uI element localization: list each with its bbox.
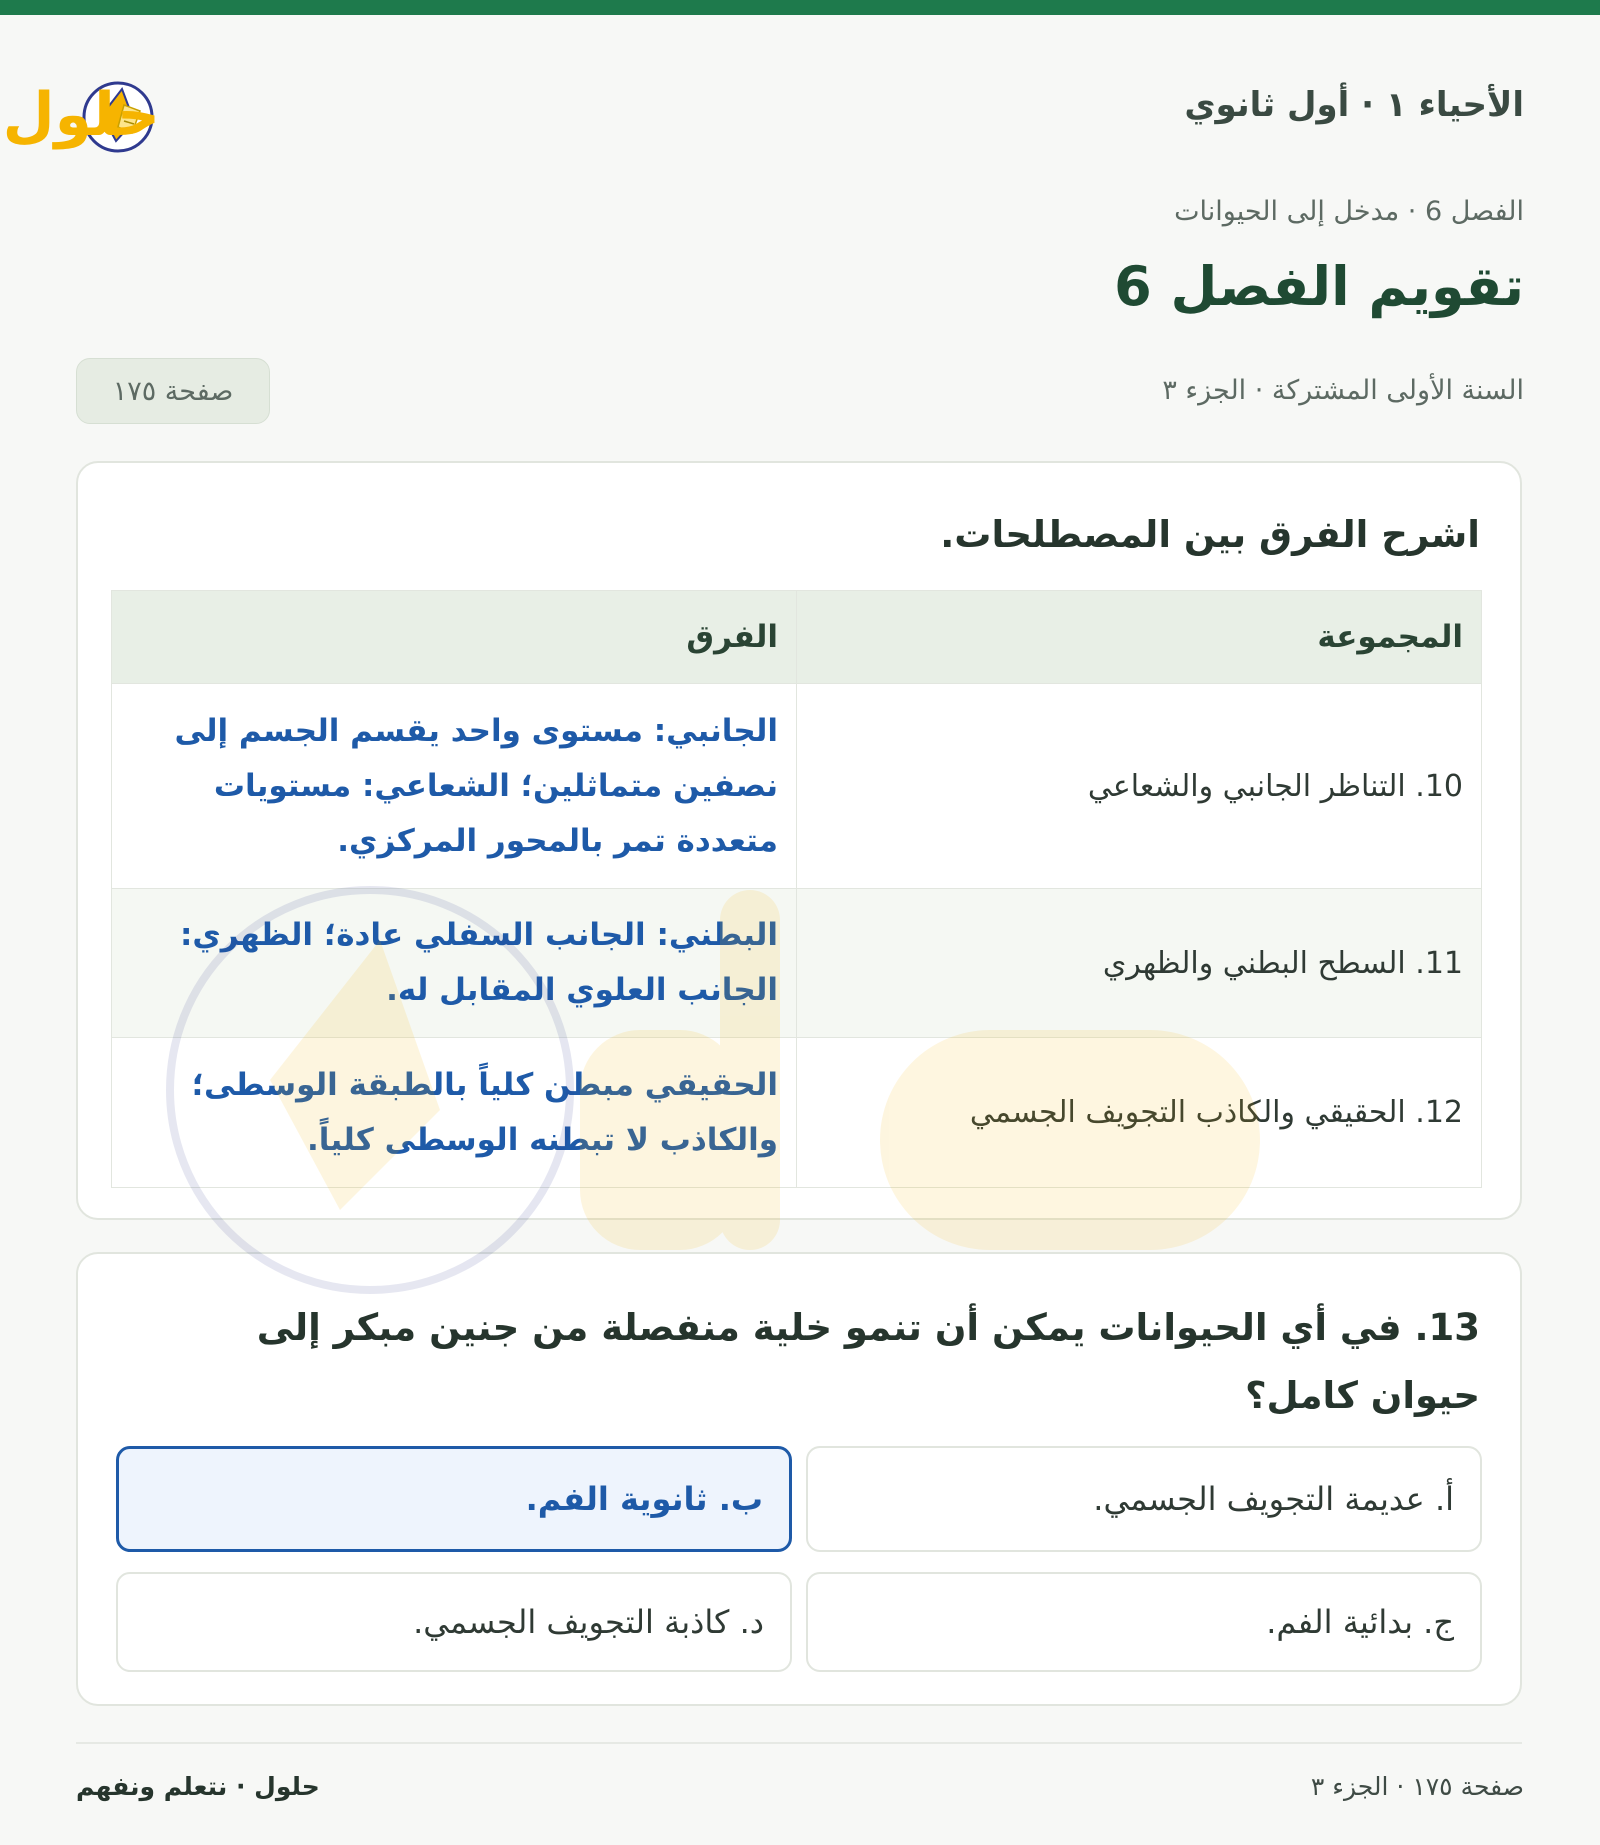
table-row bbox=[112, 684, 1482, 889]
option-a[interactable]: أ. عديمة التجويف الجسمي. bbox=[806, 1446, 1482, 1552]
column-header-group: المجموعة bbox=[797, 591, 1482, 684]
svg-text:حلول: حلول bbox=[2, 80, 160, 150]
footer-page-info: صفحة ١٧٥ · الجزء ٣ bbox=[1310, 1772, 1524, 1801]
table-row bbox=[112, 1038, 1482, 1188]
question-card bbox=[76, 1252, 1522, 1706]
logo-icon bbox=[2, 55, 336, 165]
difference-cell: البطني: الجانب السفلي عادة؛ الظهري: الجانب العلوي المقابل له. bbox=[112, 889, 797, 1038]
section-title: اشرح الفرق بين المصطلحات. bbox=[940, 513, 1480, 556]
chapter-label: الفصل 6 · مدخل إلى الحيوانات bbox=[1174, 196, 1524, 227]
column-header-difference: الفرق bbox=[112, 591, 797, 684]
subject-title: الأحياء ١ · أول ثانوي bbox=[1184, 85, 1524, 125]
header bbox=[2, 55, 1524, 165]
page-title: تقويم الفصل 6 bbox=[1114, 255, 1524, 318]
page-number-badge: صفحة ١٧٥ bbox=[76, 358, 270, 424]
group-cell: 11. السطح البطني والظهري bbox=[797, 889, 1482, 1038]
table-row bbox=[112, 889, 1482, 1038]
difference-cell: الحقيقي مبطن كلياً بالطبقة الوسطى؛ والكاذب لا تبطنه الوسطى كلياً. bbox=[112, 1038, 797, 1188]
terms-table bbox=[111, 590, 1482, 1188]
difference-cell: الجانبي: مستوى واحد يقسم الجسم إلى نصفين متماثلين؛ الشعاعي: مستويات متعددة تمر بالمحور المركزي. bbox=[112, 684, 797, 889]
option-d[interactable]: د. كاذبة التجويف الجسمي. bbox=[116, 1572, 792, 1672]
option-c[interactable]: ج. بدائية الفم. bbox=[806, 1572, 1482, 1672]
site-logo[interactable] bbox=[2, 55, 336, 165]
group-cell: 12. الحقيقي والكاذب التجويف الجسمي bbox=[797, 1038, 1482, 1188]
course-label: السنة الأولى المشتركة · الجزء ٣ bbox=[1162, 375, 1524, 406]
footer-divider bbox=[76, 1742, 1522, 1744]
table-header-row bbox=[112, 591, 1482, 684]
footer-brand: حلول · نتعلم ونفهم bbox=[76, 1772, 320, 1801]
terms-card bbox=[76, 461, 1522, 1220]
question-text: 13. في أي الحيوانات يمكن أن تنمو خلية منفصلة من جنين مبكر إلى حيوان كامل؟ bbox=[256, 1306, 1480, 1417]
group-cell: 10. التناظر الجانبي والشعاعي bbox=[797, 684, 1482, 889]
option-b-selected[interactable]: ب. ثانوية الفم. bbox=[116, 1446, 792, 1552]
